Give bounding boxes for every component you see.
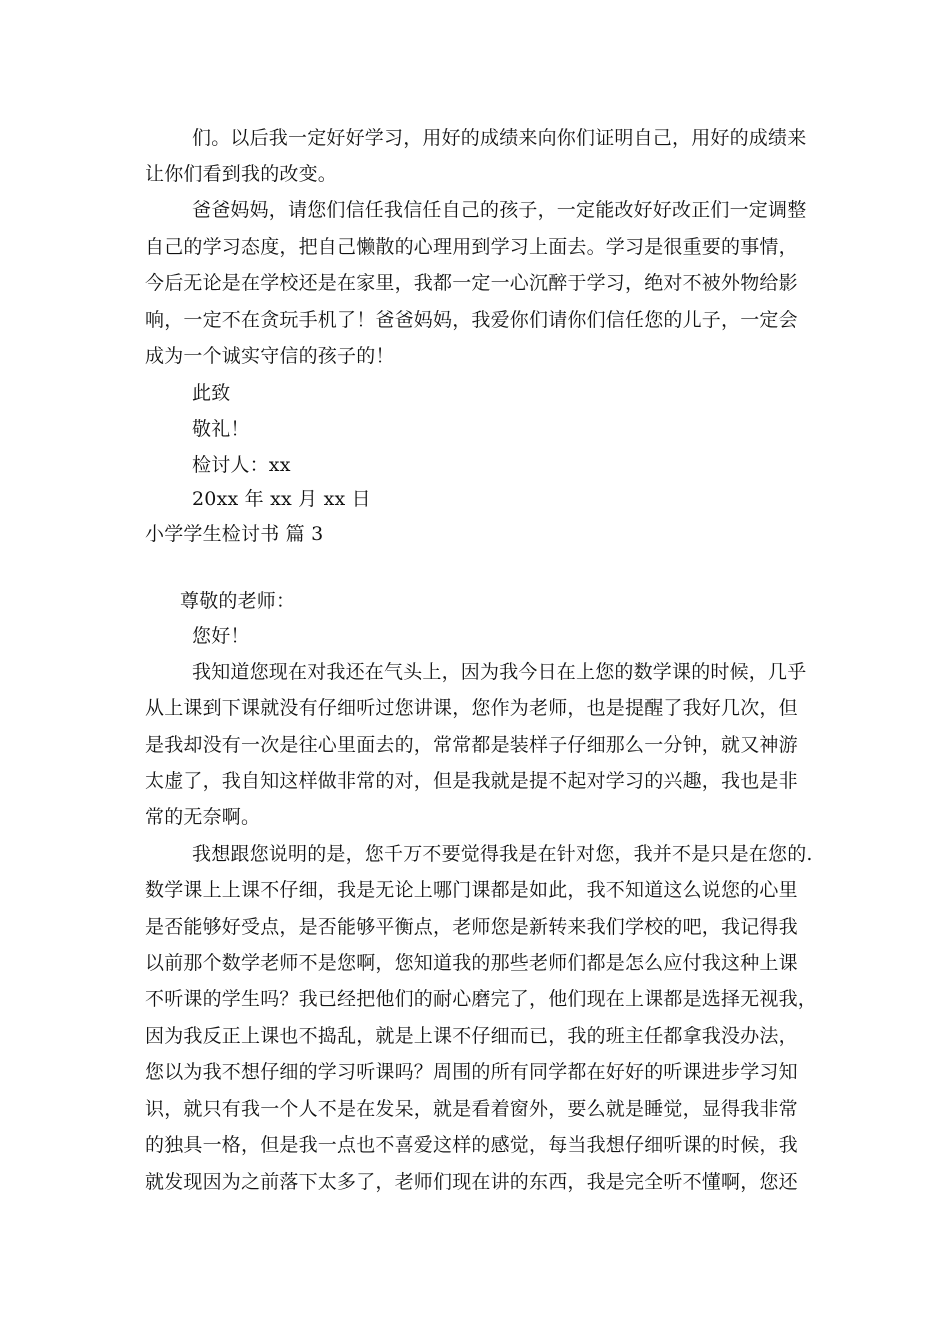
paragraph-line: 是否能够好受点，是否能够平衡点，老师您是新转来我们学校的吧，我记得我: [145, 916, 798, 938]
paragraph-line: 响，一定不在贪玩手机了！爸爸妈妈，我爱你们请你们信任您的儿子，一定会: [145, 309, 798, 331]
paragraph-line: 爸爸妈妈，请您们信任我信任自己的孩子，一定能改好好改正们一定调整: [192, 199, 807, 221]
paragraph-line: 就发现因为之前落下太多了，老师们现在讲的东西，我是完全听不懂啊，您还: [145, 1171, 798, 1193]
paragraph-line: 是我却没有一次是往心里面去的，常常都是装样子仔细那么一分钟，就又神游: [145, 734, 798, 756]
signer: 检讨人：xx: [192, 454, 291, 476]
paragraph-line: 们。以后我一定好好学习，用好的成绩来向你们证明自己，用好的成绩来: [192, 127, 807, 149]
paragraph-line: 从上课到下课就没有仔细听过您讲课，您作为老师，也是提醒了我好几次，但: [145, 697, 798, 719]
paragraph-line: 以前那个数学老师不是您啊，您知道我的那些老师们都是怎么应付我这种上课: [145, 952, 798, 974]
paragraph-line: 常的无奈啊。: [145, 806, 261, 828]
section-title: 小学学生检讨书 篇 3: [145, 523, 324, 545]
paragraph-line: 不听课的学生吗？我已经把他们的耐心磨完了，他们现在上课都是选择无视我，: [145, 988, 818, 1010]
paragraph-line: 因为我反正上课也不捣乱，就是上课不仔细而已，我的班主任都拿我没办法，: [145, 1025, 798, 1047]
paragraph-line: 您以为我不想仔细的学习听课吗？周围的所有同学都在好好的听课进步学习知: [145, 1061, 798, 1083]
letter-date: 20xx 年 xx 月 xx 日: [192, 488, 371, 510]
letter-greeting: 尊敬的老师：: [180, 590, 296, 612]
paragraph-line: 识，就只有我一个人不是在发呆，就是看着窗外，要么就是睡觉，显得我非常: [145, 1098, 798, 1120]
paragraph-line: 让你们看到我的改变。: [145, 163, 338, 185]
salutation: 敬礼！: [192, 418, 250, 440]
letter-hello: 您好！: [192, 625, 250, 647]
paragraph-line: 太虚了，我自知这样做非常的对，但是我就是提不起对学习的兴趣，我也是非: [145, 770, 798, 792]
paragraph-line: 今后无论是在学校还是在家里，我都一定一心沉醉于学习，绝对不被外物给影: [145, 272, 798, 294]
paragraph-line: 数学课上上课不仔细，我是无论上哪门课都是如此，我不知道这么说您的心里: [145, 879, 798, 901]
paragraph-line: 的独具一格，但是我一点也不喜爱这样的感觉，每当我想仔细听课的时候，我: [145, 1134, 798, 1156]
paragraph-line: 我想跟您说明的是，您千万不要觉得我是在针对您，我并不是只是在您的.: [192, 843, 813, 865]
paragraph-line: 我知道您现在对我还在气头上，因为我今日在上您的数学课的时候，几乎: [192, 661, 807, 683]
paragraph-line: 自己的学习态度，把自己懒散的心理用到学习上面去。学习是很重要的事情，: [145, 236, 798, 258]
paragraph-line: 成为一个诚实守信的孩子的！: [145, 345, 395, 367]
closing-phrase: 此致: [192, 382, 231, 404]
